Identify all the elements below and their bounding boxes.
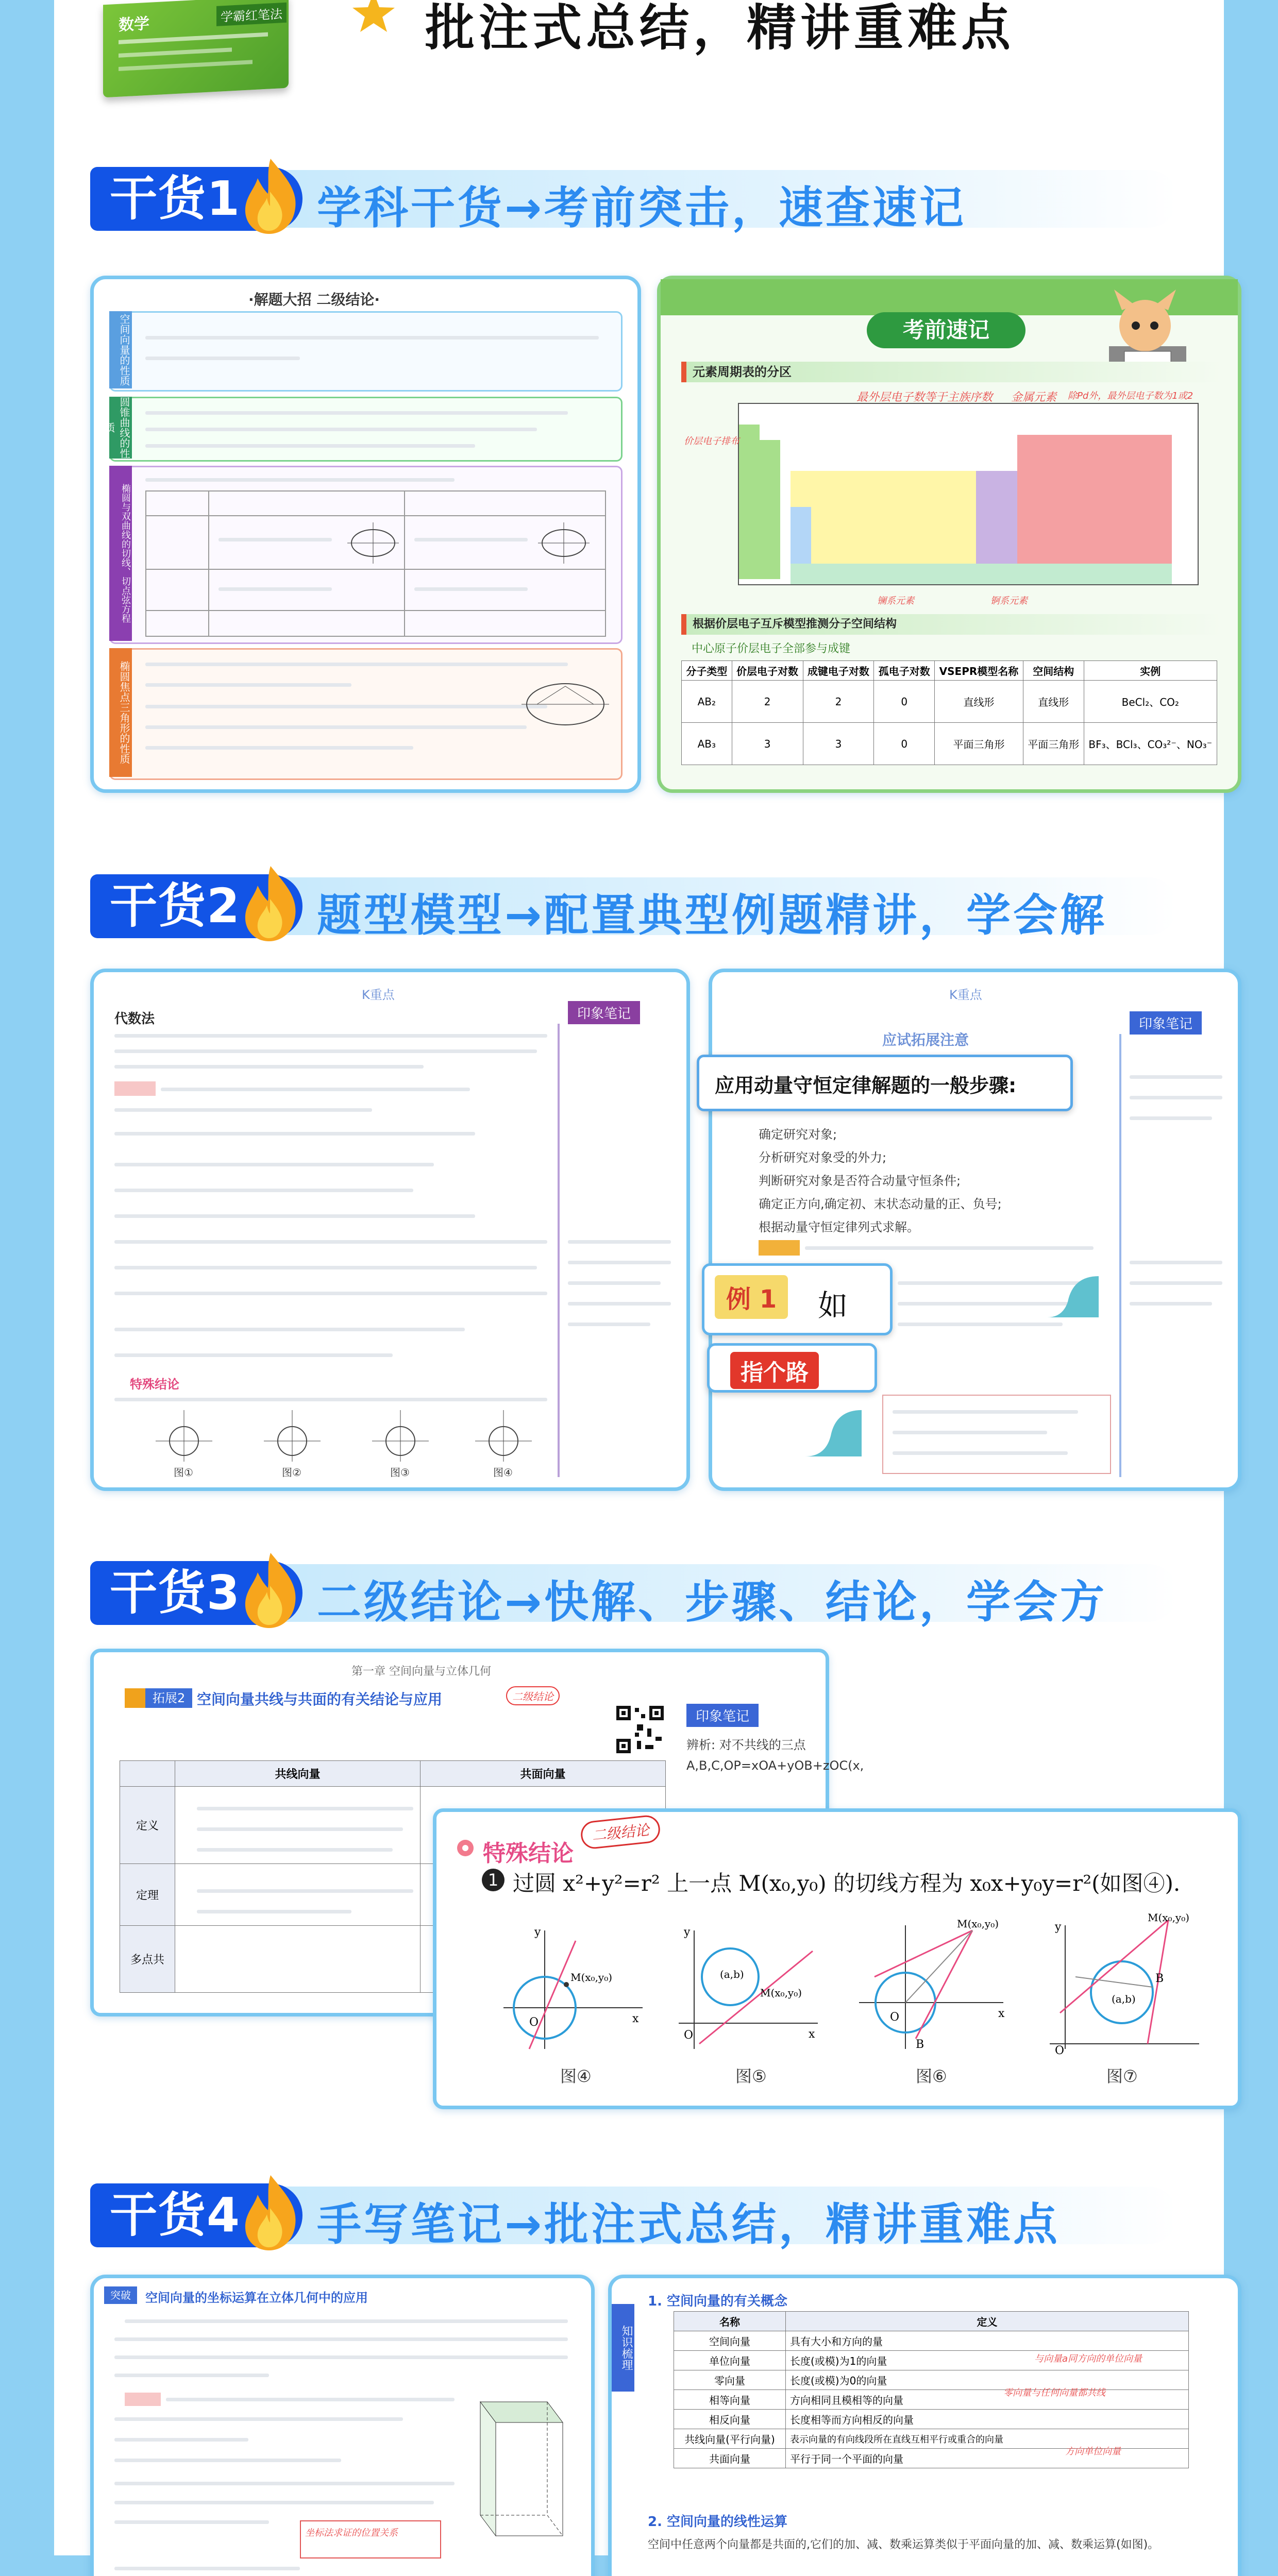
table-header: 空间结构	[1023, 661, 1084, 681]
heading-1-text: 元素周期表的分区	[693, 365, 792, 379]
section-title: 二级结论→快解、步骤、结论，学会方	[317, 1577, 1107, 1628]
table-cell: 共面向量	[674, 2449, 786, 2468]
table-cell: 3	[803, 723, 874, 765]
fire-icon	[237, 2171, 304, 2253]
figure-caption: 图③	[390, 1466, 410, 1479]
svg-text:B: B	[1155, 1972, 1164, 1985]
card-header: K重点	[949, 988, 982, 1002]
section-title: 题型模型→配置典型例题精讲，学会解	[317, 890, 1107, 941]
table-cell: 0	[874, 681, 935, 723]
side-tab: 椭圆焦点三角形的性质	[109, 648, 132, 777]
sub-heading: 应试拓展注意	[882, 1031, 969, 1048]
ellipse-figure	[522, 676, 609, 733]
topic-badge: 二级结论	[506, 1686, 560, 1705]
topic-title: 空间向量的坐标运算在立体几何中的应用	[145, 2291, 368, 2305]
table-cell: 长度(或模)为0的向量	[786, 2370, 1189, 2390]
side-tab: 空间向量的性质	[109, 311, 132, 388]
guide-box	[707, 1343, 877, 1393]
point-label: M(x₀,y₀)	[570, 1971, 613, 1984]
showcase-card	[90, 276, 641, 793]
step-item: 分析研究对象受的外力;	[759, 1150, 887, 1165]
table-cell: 平行于同一个平面的向量	[786, 2449, 1189, 2468]
step-item: 确定正方向,确定初、末状态动量的正、负号;	[759, 1197, 1002, 1211]
ellipse-figure	[347, 522, 399, 564]
section-badge: 干货1	[90, 167, 302, 231]
heading-2	[681, 614, 1222, 635]
figure-caption: 图①	[174, 1466, 193, 1479]
svg-text:B: B	[916, 2038, 924, 2051]
ramp-figure	[1042, 1271, 1104, 1323]
table-cell: 多点共	[120, 1926, 175, 1993]
table-cell: 共线向量(平行向量)	[674, 2429, 786, 2449]
guide-label: 指个路	[730, 1352, 819, 1389]
table-cell: BeCl₂、CO₂	[1084, 681, 1217, 723]
table-cell: 空间向量	[674, 2331, 786, 2351]
heading-1	[681, 362, 1222, 382]
fire-icon	[237, 155, 304, 237]
table-cell: 单位向量	[674, 2351, 786, 2370]
svg-text:(a,b): (a,b)	[1112, 1993, 1136, 2005]
handwritten-note: 镧系元素	[877, 596, 914, 606]
topic-tag: 拓展2	[145, 1688, 192, 1708]
showcase-card	[90, 969, 690, 1491]
point-label: M(x₀,y₀)	[760, 1987, 802, 1999]
tangent-figure	[498, 1920, 653, 2054]
svg-text:O: O	[684, 2029, 694, 2042]
book-label: 数学	[119, 14, 149, 35]
circle-figure	[372, 1410, 429, 1462]
statement-number: 1	[482, 1869, 505, 1891]
figure-caption: 图⑥	[916, 2066, 947, 2086]
table-cell: 定义	[120, 1787, 175, 1864]
top-title: 批注式总结，精讲重难点	[425, 0, 1015, 57]
table-cell: 平面三角形	[1023, 723, 1084, 765]
section-title: 学科干货→考前突击，速查速记	[317, 182, 967, 234]
table-cell: 定理	[120, 1864, 175, 1926]
sub-heading: 代数法	[114, 1011, 155, 1027]
special-badge: 二级结论	[580, 1814, 662, 1850]
example-tail: 如	[818, 1288, 848, 1323]
fire-icon	[237, 862, 304, 944]
table-header: 实例	[1084, 661, 1217, 681]
section-badge: 干货2	[90, 874, 302, 938]
section-badge: 干货4	[90, 2183, 302, 2247]
svg-text:y: y	[1055, 1921, 1062, 1934]
side-tab: 圆锥曲线的性质	[109, 397, 132, 459]
topic-title: 空间向量共线与共面的有关结论与应用	[197, 1691, 443, 1708]
handwritten-note: 与向量a同方向的单位向量	[1034, 2353, 1142, 2364]
svg-text:x: x	[998, 2007, 1005, 2020]
svg-text:O: O	[1055, 2044, 1065, 2057]
table-cell: 2	[732, 681, 803, 723]
table-header: 成键电子对数	[803, 661, 874, 681]
showcase-card	[608, 2275, 1241, 2576]
handwritten-note: 锕系元素	[990, 596, 1028, 606]
side-tab: 椭圆与双曲线的切线、切点弦方程	[109, 466, 132, 641]
figure-caption: 图④	[560, 2066, 592, 2086]
topic-tag: 突破	[104, 2286, 137, 2304]
table-cell: 表示向量的有向线段所在直线互相平行或重合的向量	[786, 2429, 1189, 2449]
note-tag: 印象笔记	[1130, 1011, 1202, 1035]
table-header: 价层电子对数	[732, 661, 803, 681]
table-header: 共面向量	[421, 1761, 666, 1787]
figure-caption: 图⑤	[735, 2066, 767, 2086]
heading-2-text: 根据价层电子互斥模型推测分子空间结构	[693, 618, 897, 631]
table-header: 孤电子对数	[874, 661, 935, 681]
ramp-figure	[800, 1400, 867, 1462]
heading-2: 2. 空间向量的线性运算	[648, 2514, 788, 2530]
table-cell: AB₂	[682, 681, 732, 723]
svg-text:x: x	[632, 2012, 639, 2025]
example-box	[702, 1263, 893, 1335]
table-cell: 相等向量	[674, 2390, 786, 2410]
vsepr-table	[681, 660, 1217, 765]
book-sub: 学霸红笔法	[216, 3, 287, 26]
note-tag: 印象笔记	[568, 1001, 640, 1024]
svg-text:x: x	[809, 2028, 815, 2041]
table-cell: 平面三角形	[935, 723, 1023, 765]
svg-text:(a,b): (a,b)	[720, 1968, 744, 1980]
note-tag: 印象笔记	[686, 1704, 759, 1727]
figure-caption: 图④	[493, 1466, 513, 1479]
table-cell: 3	[732, 723, 803, 765]
tangent-figure	[674, 1920, 828, 2054]
chapter-header: 第一章 空间向量与立体几何	[351, 1665, 491, 1678]
table-cell: 相反向量	[674, 2410, 786, 2429]
svg-text:y: y	[534, 1926, 541, 1939]
showcase-card	[657, 276, 1241, 793]
sub-heading: 中心原子价层电子全部参与成键	[692, 642, 851, 655]
figure-caption: 图⑦	[1106, 2066, 1138, 2086]
handwritten-note: 除Pd外，最外层电子数为1或2	[1068, 391, 1193, 401]
qr-code-icon	[614, 1704, 666, 1755]
page	[54, 0, 1224, 2555]
table-cell: BF₃、BCl₃、CO₃²⁻、NO₃⁻	[1084, 723, 1217, 765]
showcase-card	[90, 2275, 595, 2576]
step-item: 判断研究对象是否符合动量守恒条件;	[759, 1174, 961, 1188]
side-note: 辨析: 对不共线的三点A,B,C,OP=xOA+yOB+zOC(x,	[686, 1738, 864, 1773]
circle-figure	[475, 1410, 532, 1462]
svg-text:y: y	[684, 1926, 691, 1939]
table-cell: 2	[803, 681, 874, 723]
prism-figure	[470, 2381, 573, 2546]
handwritten-note: 价层电子排布	[684, 436, 739, 447]
table-cell: 0	[874, 723, 935, 765]
figure-caption: 图②	[282, 1466, 301, 1479]
handwritten-note: 金属元素	[1011, 391, 1057, 404]
point-label: M(x₀,y₀)	[957, 1918, 999, 1930]
statement-text: 过圆 x²+y²=r² 上一点 M(x₀,y₀) 的切线方程为 x₀x+y₀y=r²(如图④).	[513, 1871, 1181, 1896]
handwritten-note: 最外层电子数等于主族序数	[856, 391, 993, 404]
callout-text: 应用动量守恒定律解题的一般步骤:	[715, 1074, 1017, 1097]
special-title: 特殊结论	[483, 1840, 574, 1867]
handwritten-note: 零向量与任何向量都共线	[1003, 2387, 1105, 2398]
table-cell: AB₃	[682, 723, 732, 765]
special-conclusion-card	[433, 1808, 1241, 2109]
step-item: 确定研究对象;	[759, 1127, 837, 1142]
table-header: 定义	[786, 2312, 1189, 2331]
handwritten-note: 方向单位向量	[1065, 2446, 1121, 2457]
handwritten-note: 坐标法求证的位置关系	[305, 2528, 398, 2538]
table-header: 分子类型	[682, 661, 732, 681]
special-label: 特殊结论	[130, 1377, 179, 1392]
periodic-table	[738, 403, 1199, 585]
section-badge: 干货3	[90, 1561, 302, 1625]
side-tab: 知识梳理	[612, 2304, 634, 2392]
svg-text:O: O	[529, 2016, 539, 2029]
point-label: M(x₀,y₀)	[1148, 1911, 1190, 1924]
quickref-title: 考前速记	[867, 312, 1025, 348]
table-cell: 直线形	[935, 681, 1023, 723]
heading-1: 1. 空间向量的有关概念	[648, 2294, 788, 2309]
table-cell: 方向相同且模相等的向量	[786, 2390, 1189, 2410]
table-cell: 具有大小和方向的量	[786, 2331, 1189, 2351]
circle-figure	[156, 1410, 212, 1462]
section-title: 手写笔记→批注式总结，精讲重难点	[317, 2199, 1061, 2250]
tangent-figure	[1045, 1910, 1209, 2057]
flower-icon	[455, 1838, 476, 1858]
tangent-figure	[854, 1915, 1014, 2054]
table-cell: 零向量	[674, 2370, 786, 2390]
table-cell: 长度(或模)为1的向量	[786, 2351, 1189, 2370]
card-title: ·解题大招 二级结论·	[248, 291, 380, 308]
callout-box	[697, 1055, 1073, 1111]
table-header: 共线向量	[175, 1761, 421, 1787]
fire-icon	[237, 1549, 304, 1631]
example-label: 例 1	[715, 1275, 788, 1319]
body-text: 空间中任意两个向量都是共面的,它们的加、减、数乘运算类似于平面向量的加、减、数乘运算(如图)。	[648, 2538, 1159, 2551]
table-header: 名称	[674, 2312, 786, 2331]
star-icon	[350, 0, 397, 36]
ellipse-figure	[538, 522, 590, 564]
circle-figure	[264, 1410, 321, 1462]
table-cell: 直线形	[1023, 681, 1084, 723]
showcase-card	[709, 969, 1241, 1491]
table-cell: 长度相等而方向相反的向量	[786, 2410, 1189, 2429]
card-header: K重点	[362, 988, 395, 1002]
svg-text:O: O	[890, 2011, 900, 2024]
book-cover	[103, 0, 289, 97]
table-header: VSEPR模型名称	[935, 661, 1023, 681]
step-item: 根据动量守恒定律列式求解。	[759, 1220, 919, 1234]
